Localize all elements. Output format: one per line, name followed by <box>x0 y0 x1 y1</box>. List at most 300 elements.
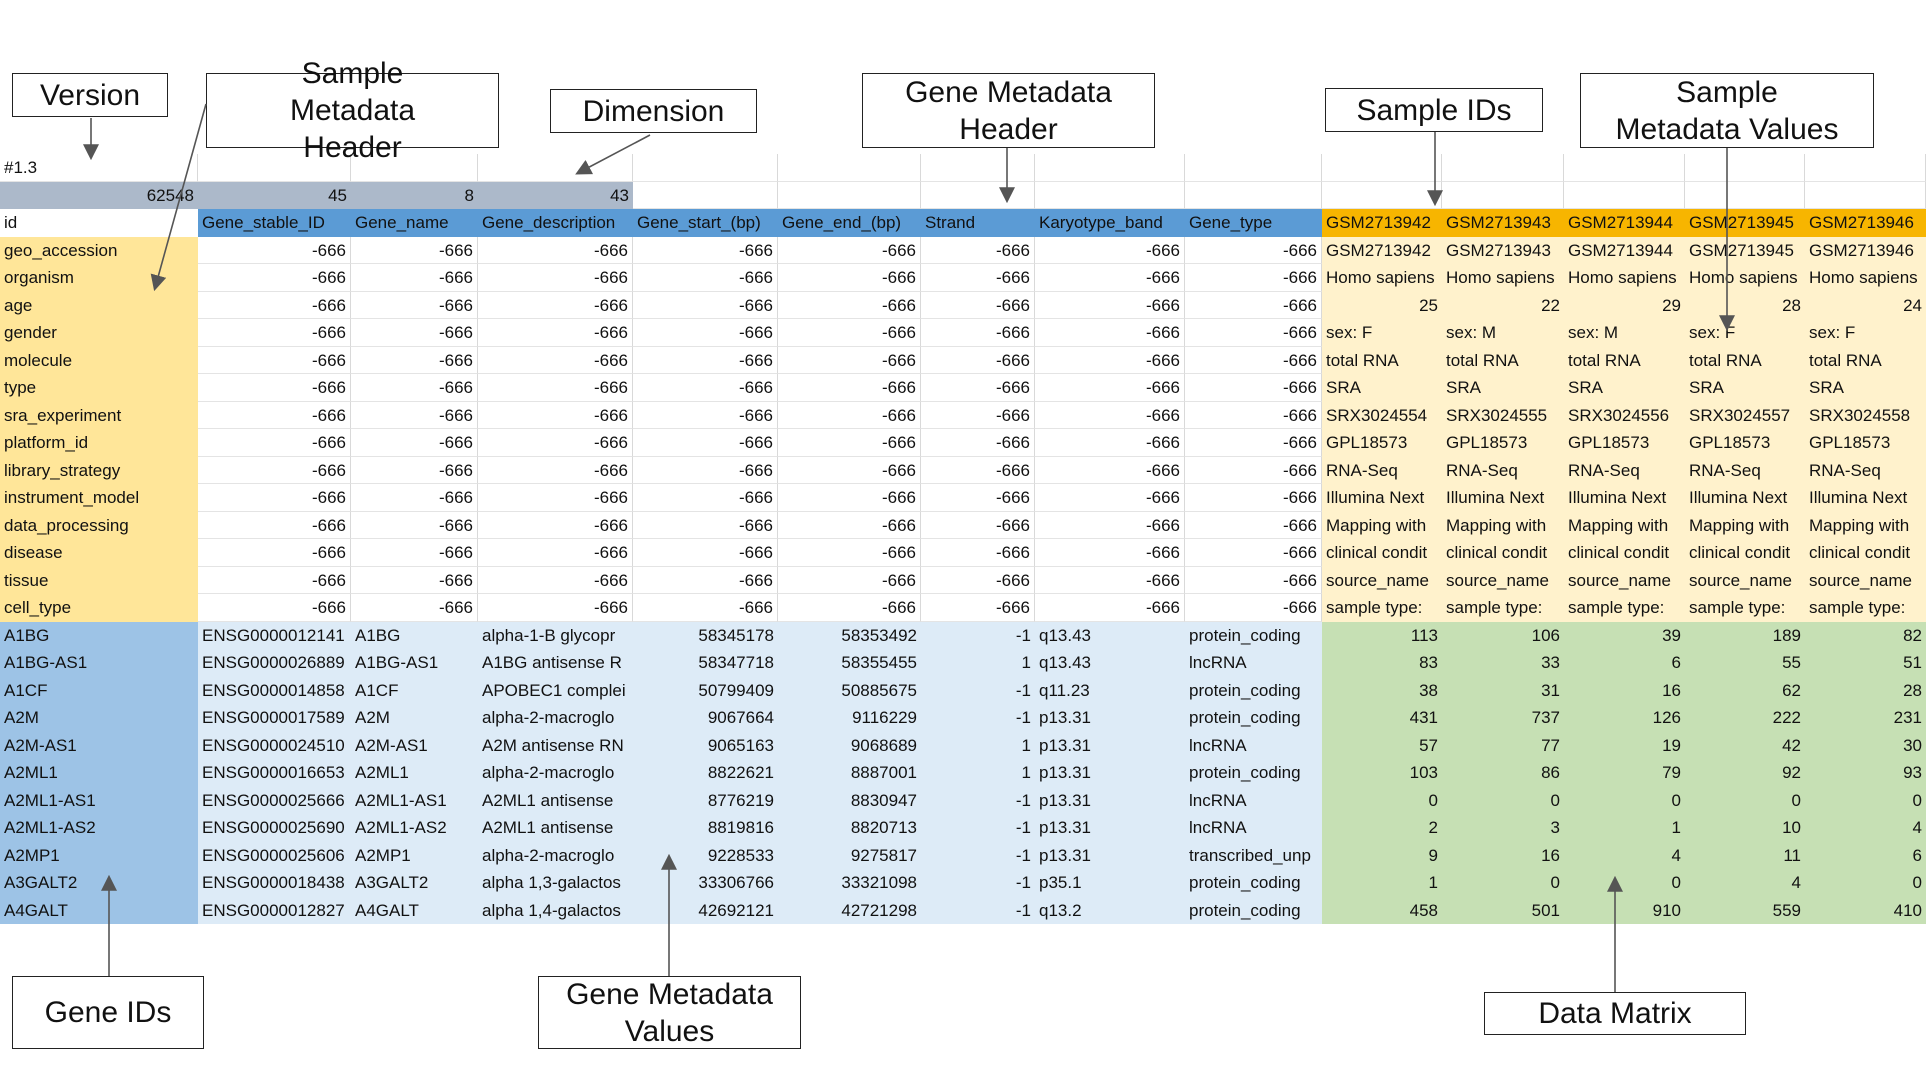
sample-id-header-cell[interactable]: GSM2713942 <box>1322 209 1442 237</box>
placeholder-value-cell[interactable]: -666 <box>778 512 921 540</box>
placeholder-value-cell[interactable]: -666 <box>778 237 921 265</box>
data-matrix-cell[interactable]: 458 <box>1322 897 1442 925</box>
sample-metadata-value[interactable]: GSM2713943 <box>1442 237 1564 265</box>
data-matrix-cell[interactable]: 106 <box>1442 622 1564 650</box>
placeholder-value-cell[interactable]: -666 <box>478 374 633 402</box>
gene-id-cell[interactable]: A2M <box>0 704 198 732</box>
version-cell[interactable]: #1.3 <box>0 154 198 182</box>
placeholder-value-cell[interactable]: -666 <box>1185 512 1322 540</box>
sample-metadata-value[interactable]: GPL18573 <box>1322 429 1442 457</box>
empty-cell[interactable] <box>633 154 778 182</box>
data-matrix-cell[interactable]: 431 <box>1322 704 1442 732</box>
sample-metadata-value[interactable]: clinical condit <box>1685 539 1805 567</box>
placeholder-value-cell[interactable]: -666 <box>478 264 633 292</box>
placeholder-value-cell[interactable]: -666 <box>633 457 778 485</box>
sample-metadata-value[interactable]: SRX3024556 <box>1564 402 1685 430</box>
sample-metadata-value[interactable]: Illumina Next <box>1442 484 1564 512</box>
gene-metadata-value[interactable]: lncRNA <box>1185 649 1322 677</box>
sample-metadata-value[interactable]: sample type: <box>1805 594 1926 622</box>
placeholder-value-cell[interactable]: -666 <box>1185 484 1322 512</box>
placeholder-value-cell[interactable]: -666 <box>1035 484 1185 512</box>
placeholder-value-cell[interactable]: -666 <box>1185 567 1322 595</box>
placeholder-value-cell[interactable]: -666 <box>633 429 778 457</box>
empty-cell[interactable] <box>778 182 921 210</box>
gene-metadata-value[interactable]: A4GALT <box>351 897 478 925</box>
gene-metadata-value[interactable]: protein_coding <box>1185 622 1322 650</box>
sample-metadata-value[interactable]: SRA <box>1442 374 1564 402</box>
sample-metadata-name[interactable]: gender <box>0 319 198 347</box>
data-matrix-cell[interactable]: 16 <box>1442 842 1564 870</box>
gene-metadata-value[interactable]: ENSG0000016653 <box>198 759 351 787</box>
data-matrix-cell[interactable]: 189 <box>1685 622 1805 650</box>
gene-metadata-value[interactable]: ENSG0000025666 <box>198 787 351 815</box>
empty-cell[interactable] <box>1564 182 1685 210</box>
empty-cell[interactable] <box>778 154 921 182</box>
placeholder-value-cell[interactable]: -666 <box>198 374 351 402</box>
gene-metadata-value[interactable]: p13.31 <box>1035 842 1185 870</box>
data-matrix-cell[interactable]: 39 <box>1564 622 1685 650</box>
gene-metadata-value[interactable]: -1 <box>921 787 1035 815</box>
sample-metadata-name[interactable]: sra_experiment <box>0 402 198 430</box>
sample-metadata-value[interactable]: GPL18573 <box>1685 429 1805 457</box>
sample-metadata-name[interactable]: type <box>0 374 198 402</box>
gene-metadata-value[interactable]: 58355455 <box>778 649 921 677</box>
gene-metadata-value[interactable]: A2M-AS1 <box>351 732 478 760</box>
placeholder-value-cell[interactable]: -666 <box>921 567 1035 595</box>
placeholder-value-cell[interactable]: -666 <box>478 457 633 485</box>
placeholder-value-cell[interactable]: -666 <box>198 402 351 430</box>
sample-metadata-value[interactable]: Illumina Next <box>1564 484 1685 512</box>
gene-metadata-value[interactable]: A2ML1 antisense <box>478 787 633 815</box>
data-matrix-cell[interactable]: 910 <box>1564 897 1685 925</box>
dimension-cell[interactable]: 8 <box>351 182 478 210</box>
placeholder-value-cell[interactable]: -666 <box>778 457 921 485</box>
sample-metadata-value[interactable]: 28 <box>1685 292 1805 320</box>
placeholder-value-cell[interactable]: -666 <box>351 347 478 375</box>
placeholder-value-cell[interactable]: -666 <box>198 594 351 622</box>
gene-id-cell[interactable]: A4GALT <box>0 897 198 925</box>
data-matrix-cell[interactable]: 19 <box>1564 732 1685 760</box>
sample-metadata-value[interactable]: SRX3024557 <box>1685 402 1805 430</box>
sample-metadata-name[interactable]: cell_type <box>0 594 198 622</box>
placeholder-value-cell[interactable]: -666 <box>1035 594 1185 622</box>
placeholder-value-cell[interactable]: -666 <box>778 484 921 512</box>
sample-metadata-value[interactable]: clinical condit <box>1805 539 1926 567</box>
sample-metadata-name[interactable]: molecule <box>0 347 198 375</box>
data-matrix-cell[interactable]: 737 <box>1442 704 1564 732</box>
placeholder-value-cell[interactable]: -666 <box>633 567 778 595</box>
gene-metadata-value[interactable]: 8776219 <box>633 787 778 815</box>
data-matrix-cell[interactable]: 4 <box>1805 814 1926 842</box>
placeholder-value-cell[interactable]: -666 <box>921 264 1035 292</box>
dimension-cell[interactable]: 45 <box>198 182 351 210</box>
placeholder-value-cell[interactable]: -666 <box>1035 567 1185 595</box>
gene-metadata-value[interactable]: 8819816 <box>633 814 778 842</box>
sample-metadata-value[interactable]: 22 <box>1442 292 1564 320</box>
gene-metadata-value[interactable]: A2M <box>351 704 478 732</box>
placeholder-value-cell[interactable]: -666 <box>1185 429 1322 457</box>
placeholder-value-cell[interactable]: -666 <box>1185 539 1322 567</box>
placeholder-value-cell[interactable]: -666 <box>633 512 778 540</box>
placeholder-value-cell[interactable]: -666 <box>351 512 478 540</box>
gene-metadata-value[interactable]: ENSG0000017589 <box>198 704 351 732</box>
gene-metadata-value[interactable]: 50885675 <box>778 677 921 705</box>
sample-metadata-value[interactable]: 24 <box>1805 292 1926 320</box>
gene-id-cell[interactable]: A1BG <box>0 622 198 650</box>
placeholder-value-cell[interactable]: -666 <box>778 539 921 567</box>
gene-metadata-header-cell[interactable]: Karyotype_band <box>1035 209 1185 237</box>
gene-metadata-value[interactable]: alpha 1,3-galactos <box>478 869 633 897</box>
sample-metadata-value[interactable]: RNA-Seq <box>1805 457 1926 485</box>
data-matrix-cell[interactable]: 3 <box>1442 814 1564 842</box>
gene-metadata-value[interactable]: 1 <box>921 759 1035 787</box>
gene-metadata-value[interactable]: q13.2 <box>1035 897 1185 925</box>
placeholder-value-cell[interactable]: -666 <box>351 457 478 485</box>
placeholder-value-cell[interactable]: -666 <box>1035 402 1185 430</box>
placeholder-value-cell[interactable]: -666 <box>478 484 633 512</box>
gene-metadata-value[interactable]: 9065163 <box>633 732 778 760</box>
placeholder-value-cell[interactable]: -666 <box>198 237 351 265</box>
gene-metadata-value[interactable]: 42692121 <box>633 897 778 925</box>
placeholder-value-cell[interactable]: -666 <box>478 594 633 622</box>
placeholder-value-cell[interactable]: -666 <box>633 347 778 375</box>
data-matrix-cell[interactable]: 93 <box>1805 759 1926 787</box>
sample-metadata-value[interactable]: sex: F <box>1685 319 1805 347</box>
empty-cell[interactable] <box>921 182 1035 210</box>
gene-metadata-value[interactable]: 9275817 <box>778 842 921 870</box>
sample-metadata-name[interactable]: age <box>0 292 198 320</box>
sample-metadata-value[interactable]: Homo sapiens <box>1805 264 1926 292</box>
data-matrix-cell[interactable]: 6 <box>1805 842 1926 870</box>
placeholder-value-cell[interactable]: -666 <box>633 594 778 622</box>
data-matrix-cell[interactable]: 559 <box>1685 897 1805 925</box>
data-matrix-cell[interactable]: 28 <box>1805 677 1926 705</box>
sample-metadata-value[interactable]: Mapping with <box>1442 512 1564 540</box>
data-matrix-cell[interactable]: 4 <box>1564 842 1685 870</box>
gene-metadata-value[interactable]: protein_coding <box>1185 759 1322 787</box>
sample-metadata-value[interactable]: source_name <box>1442 567 1564 595</box>
gene-metadata-value[interactable]: alpha 1,4-galactos <box>478 897 633 925</box>
placeholder-value-cell[interactable]: -666 <box>478 429 633 457</box>
data-matrix-cell[interactable]: 62 <box>1685 677 1805 705</box>
data-matrix-cell[interactable]: 55 <box>1685 649 1805 677</box>
placeholder-value-cell[interactable]: -666 <box>1185 237 1322 265</box>
placeholder-value-cell[interactable]: -666 <box>778 429 921 457</box>
gene-metadata-header-cell[interactable]: Gene_name <box>351 209 478 237</box>
placeholder-value-cell[interactable]: -666 <box>351 402 478 430</box>
sample-metadata-value[interactable]: Mapping with <box>1564 512 1685 540</box>
sample-id-header-cell[interactable]: GSM2713946 <box>1805 209 1926 237</box>
sample-metadata-value[interactable]: RNA-Seq <box>1442 457 1564 485</box>
empty-cell[interactable] <box>1322 154 1442 182</box>
sample-metadata-value[interactable]: sample type: <box>1685 594 1805 622</box>
data-matrix-cell[interactable]: 42 <box>1685 732 1805 760</box>
placeholder-value-cell[interactable]: -666 <box>478 402 633 430</box>
data-matrix-cell[interactable]: 10 <box>1685 814 1805 842</box>
sample-metadata-value[interactable]: total RNA <box>1442 347 1564 375</box>
data-matrix-cell[interactable]: 501 <box>1442 897 1564 925</box>
sample-metadata-name[interactable]: data_processing <box>0 512 198 540</box>
data-matrix-cell[interactable]: 0 <box>1805 787 1926 815</box>
gene-metadata-value[interactable]: q13.43 <box>1035 622 1185 650</box>
sample-metadata-value[interactable]: clinical condit <box>1564 539 1685 567</box>
empty-cell[interactable] <box>1685 182 1805 210</box>
placeholder-value-cell[interactable]: -666 <box>778 347 921 375</box>
sample-metadata-value[interactable]: source_name <box>1564 567 1685 595</box>
gene-id-cell[interactable]: A1BG-AS1 <box>0 649 198 677</box>
sample-metadata-value[interactable]: GSM2713946 <box>1805 237 1926 265</box>
gene-id-cell[interactable]: A1CF <box>0 677 198 705</box>
gene-metadata-value[interactable]: A2ML1-AS2 <box>351 814 478 842</box>
sample-metadata-name[interactable]: library_strategy <box>0 457 198 485</box>
sample-metadata-value[interactable]: Homo sapiens <box>1564 264 1685 292</box>
placeholder-value-cell[interactable]: -666 <box>351 594 478 622</box>
gene-metadata-value[interactable]: 50799409 <box>633 677 778 705</box>
placeholder-value-cell[interactable]: -666 <box>351 539 478 567</box>
gene-id-cell[interactable]: A2ML1-AS2 <box>0 814 198 842</box>
placeholder-value-cell[interactable]: -666 <box>921 402 1035 430</box>
gene-metadata-value[interactable]: -1 <box>921 622 1035 650</box>
empty-cell[interactable] <box>1322 182 1442 210</box>
gene-metadata-value[interactable]: ENSG0000018438 <box>198 869 351 897</box>
gene-metadata-value[interactable]: ENSG0000014858 <box>198 677 351 705</box>
data-matrix-cell[interactable]: 16 <box>1564 677 1685 705</box>
data-matrix-cell[interactable]: 4 <box>1685 869 1805 897</box>
data-matrix-cell[interactable]: 126 <box>1564 704 1685 732</box>
gene-metadata-header-cell[interactable]: Strand <box>921 209 1035 237</box>
gene-metadata-value[interactable]: alpha-1-B glycopr <box>478 622 633 650</box>
sample-metadata-value[interactable]: GPL18573 <box>1442 429 1564 457</box>
gene-metadata-value[interactable]: ENSG0000025606 <box>198 842 351 870</box>
placeholder-value-cell[interactable]: -666 <box>478 347 633 375</box>
placeholder-value-cell[interactable]: -666 <box>351 292 478 320</box>
placeholder-value-cell[interactable]: -666 <box>1185 264 1322 292</box>
data-matrix-cell[interactable]: 1 <box>1322 869 1442 897</box>
sample-metadata-value[interactable]: SRX3024555 <box>1442 402 1564 430</box>
empty-cell[interactable] <box>1185 154 1322 182</box>
gene-metadata-value[interactable]: protein_coding <box>1185 677 1322 705</box>
gene-metadata-value[interactable]: A1CF <box>351 677 478 705</box>
data-matrix-cell[interactable]: 11 <box>1685 842 1805 870</box>
sample-metadata-value[interactable]: clinical condit <box>1322 539 1442 567</box>
gene-metadata-header-cell[interactable]: Gene_description <box>478 209 633 237</box>
sample-metadata-value[interactable]: total RNA <box>1685 347 1805 375</box>
placeholder-value-cell[interactable]: -666 <box>198 484 351 512</box>
gene-metadata-value[interactable]: 58353492 <box>778 622 921 650</box>
gene-metadata-value[interactable]: A2ML1 <box>351 759 478 787</box>
gene-metadata-value[interactable]: alpha-2-macroglo <box>478 759 633 787</box>
empty-cell[interactable] <box>1805 182 1926 210</box>
sample-id-header-cell[interactable]: GSM2713945 <box>1685 209 1805 237</box>
data-matrix-cell[interactable]: 113 <box>1322 622 1442 650</box>
placeholder-value-cell[interactable]: -666 <box>633 237 778 265</box>
placeholder-value-cell[interactable]: -666 <box>351 484 478 512</box>
empty-cell[interactable] <box>1185 182 1322 210</box>
sample-metadata-value[interactable]: Illumina Next <box>1805 484 1926 512</box>
placeholder-value-cell[interactable]: -666 <box>1035 237 1185 265</box>
placeholder-value-cell[interactable]: -666 <box>351 264 478 292</box>
gene-metadata-value[interactable]: protein_coding <box>1185 869 1322 897</box>
sample-metadata-value[interactable]: SRA <box>1322 374 1442 402</box>
placeholder-value-cell[interactable]: -666 <box>198 264 351 292</box>
gene-metadata-value[interactable]: 58347718 <box>633 649 778 677</box>
sample-metadata-value[interactable]: total RNA <box>1805 347 1926 375</box>
data-matrix-cell[interactable]: 410 <box>1805 897 1926 925</box>
empty-cell[interactable] <box>1685 154 1805 182</box>
sample-metadata-value[interactable]: total RNA <box>1322 347 1442 375</box>
placeholder-value-cell[interactable]: -666 <box>351 319 478 347</box>
gene-metadata-value[interactable]: -1 <box>921 842 1035 870</box>
gene-metadata-value[interactable]: q13.43 <box>1035 649 1185 677</box>
data-matrix-cell[interactable]: 231 <box>1805 704 1926 732</box>
gene-metadata-value[interactable]: -1 <box>921 814 1035 842</box>
placeholder-value-cell[interactable]: -666 <box>633 484 778 512</box>
gene-metadata-value[interactable]: APOBEC1 complei <box>478 677 633 705</box>
placeholder-value-cell[interactable]: -666 <box>778 594 921 622</box>
gene-metadata-value[interactable]: 1 <box>921 732 1035 760</box>
gene-metadata-value[interactable]: 9228533 <box>633 842 778 870</box>
placeholder-value-cell[interactable]: -666 <box>198 512 351 540</box>
placeholder-value-cell[interactable]: -666 <box>633 402 778 430</box>
placeholder-value-cell[interactable]: -666 <box>1035 319 1185 347</box>
data-matrix-cell[interactable]: 0 <box>1322 787 1442 815</box>
placeholder-value-cell[interactable]: -666 <box>198 539 351 567</box>
empty-cell[interactable] <box>921 154 1035 182</box>
placeholder-value-cell[interactable]: -666 <box>633 539 778 567</box>
gene-metadata-value[interactable]: alpha-2-macroglo <box>478 704 633 732</box>
gene-metadata-value[interactable]: -1 <box>921 897 1035 925</box>
gene-metadata-value[interactable]: 9068689 <box>778 732 921 760</box>
id-header-cell[interactable]: id <box>0 209 198 237</box>
placeholder-value-cell[interactable]: -666 <box>778 374 921 402</box>
dimension-cell[interactable]: 62548 <box>0 182 198 210</box>
sample-metadata-value[interactable]: source_name <box>1805 567 1926 595</box>
gene-metadata-value[interactable]: lncRNA <box>1185 732 1322 760</box>
data-matrix-cell[interactable]: 2 <box>1322 814 1442 842</box>
placeholder-value-cell[interactable]: -666 <box>478 512 633 540</box>
placeholder-value-cell[interactable]: -666 <box>1035 264 1185 292</box>
sample-metadata-name[interactable]: instrument_model <box>0 484 198 512</box>
placeholder-value-cell[interactable]: -666 <box>198 457 351 485</box>
placeholder-value-cell[interactable]: -666 <box>1035 512 1185 540</box>
placeholder-value-cell[interactable]: -666 <box>921 594 1035 622</box>
data-matrix-cell[interactable]: 92 <box>1685 759 1805 787</box>
gene-metadata-value[interactable]: A2MP1 <box>351 842 478 870</box>
placeholder-value-cell[interactable]: -666 <box>1035 457 1185 485</box>
gene-metadata-value[interactable]: A2M antisense RN <box>478 732 633 760</box>
empty-cell[interactable] <box>1442 182 1564 210</box>
gene-metadata-value[interactable]: A3GALT2 <box>351 869 478 897</box>
placeholder-value-cell[interactable]: -666 <box>778 402 921 430</box>
placeholder-value-cell[interactable]: -666 <box>633 292 778 320</box>
sample-metadata-value[interactable]: Mapping with <box>1805 512 1926 540</box>
placeholder-value-cell[interactable]: -666 <box>633 374 778 402</box>
placeholder-value-cell[interactable]: -666 <box>633 264 778 292</box>
data-matrix-cell[interactable]: 0 <box>1564 787 1685 815</box>
sample-metadata-value[interactable]: GPL18573 <box>1805 429 1926 457</box>
placeholder-value-cell[interactable]: -666 <box>1035 347 1185 375</box>
sample-metadata-value[interactable]: SRX3024558 <box>1805 402 1926 430</box>
sample-metadata-value[interactable]: RNA-Seq <box>1685 457 1805 485</box>
placeholder-value-cell[interactable]: -666 <box>1185 347 1322 375</box>
gene-metadata-value[interactable]: 9067664 <box>633 704 778 732</box>
gene-id-cell[interactable]: A2ML1-AS1 <box>0 787 198 815</box>
data-matrix-cell[interactable]: 9 <box>1322 842 1442 870</box>
sample-metadata-value[interactable]: Mapping with <box>1685 512 1805 540</box>
placeholder-value-cell[interactable]: -666 <box>1185 402 1322 430</box>
sample-metadata-value[interactable]: sample type: <box>1564 594 1685 622</box>
sample-metadata-value[interactable]: 25 <box>1322 292 1442 320</box>
gene-id-cell[interactable]: A3GALT2 <box>0 869 198 897</box>
data-matrix-cell[interactable]: 79 <box>1564 759 1685 787</box>
gene-metadata-header-cell[interactable]: Gene_stable_ID <box>198 209 351 237</box>
sample-metadata-value[interactable]: SRX3024554 <box>1322 402 1442 430</box>
sample-metadata-value[interactable]: sex: M <box>1564 319 1685 347</box>
placeholder-value-cell[interactable]: -666 <box>778 567 921 595</box>
sample-metadata-value[interactable]: GSM2713945 <box>1685 237 1805 265</box>
placeholder-value-cell[interactable]: -666 <box>778 264 921 292</box>
gene-metadata-value[interactable]: 8822621 <box>633 759 778 787</box>
sample-metadata-name[interactable]: disease <box>0 539 198 567</box>
placeholder-value-cell[interactable]: -666 <box>478 319 633 347</box>
sample-metadata-name[interactable]: tissue <box>0 567 198 595</box>
sample-metadata-value[interactable]: clinical condit <box>1442 539 1564 567</box>
gene-metadata-value[interactable]: A2ML1 antisense <box>478 814 633 842</box>
placeholder-value-cell[interactable]: -666 <box>1185 292 1322 320</box>
sample-metadata-value[interactable]: GSM2713942 <box>1322 237 1442 265</box>
placeholder-value-cell[interactable]: -666 <box>1035 374 1185 402</box>
gene-metadata-value[interactable]: protein_coding <box>1185 897 1322 925</box>
gene-metadata-value[interactable]: p13.31 <box>1035 814 1185 842</box>
placeholder-value-cell[interactable]: -666 <box>921 429 1035 457</box>
gene-metadata-value[interactable]: lncRNA <box>1185 787 1322 815</box>
placeholder-value-cell[interactable]: -666 <box>921 539 1035 567</box>
placeholder-value-cell[interactable]: -666 <box>1035 429 1185 457</box>
placeholder-value-cell[interactable]: -666 <box>1035 539 1185 567</box>
gene-metadata-value[interactable]: -1 <box>921 704 1035 732</box>
data-matrix-cell[interactable]: 33 <box>1442 649 1564 677</box>
sample-metadata-value[interactable]: sample type: <box>1322 594 1442 622</box>
empty-cell[interactable] <box>633 182 778 210</box>
gene-id-cell[interactable]: A2M-AS1 <box>0 732 198 760</box>
gene-metadata-value[interactable]: q11.23 <box>1035 677 1185 705</box>
placeholder-value-cell[interactable]: -666 <box>778 292 921 320</box>
empty-cell[interactable] <box>1564 154 1685 182</box>
data-matrix-cell[interactable]: 222 <box>1685 704 1805 732</box>
gene-metadata-value[interactable]: 33321098 <box>778 869 921 897</box>
data-matrix-cell[interactable]: 31 <box>1442 677 1564 705</box>
gene-metadata-value[interactable]: 8820713 <box>778 814 921 842</box>
sample-metadata-value[interactable]: Illumina Next <box>1322 484 1442 512</box>
placeholder-value-cell[interactable]: -666 <box>478 539 633 567</box>
placeholder-value-cell[interactable]: -666 <box>1185 374 1322 402</box>
sample-metadata-value[interactable]: GSM2713944 <box>1564 237 1685 265</box>
data-matrix-cell[interactable]: 77 <box>1442 732 1564 760</box>
gene-metadata-value[interactable]: 9116229 <box>778 704 921 732</box>
gene-metadata-header-cell[interactable]: Gene_type <box>1185 209 1322 237</box>
placeholder-value-cell[interactable]: -666 <box>921 484 1035 512</box>
sample-metadata-value[interactable]: Homo sapiens <box>1322 264 1442 292</box>
gene-metadata-value[interactable]: p13.31 <box>1035 759 1185 787</box>
data-matrix-cell[interactable]: 38 <box>1322 677 1442 705</box>
gene-metadata-value[interactable]: lncRNA <box>1185 814 1322 842</box>
placeholder-value-cell[interactable]: -666 <box>921 292 1035 320</box>
gene-metadata-value[interactable]: protein_coding <box>1185 704 1322 732</box>
gene-metadata-value[interactable]: 58345178 <box>633 622 778 650</box>
sample-metadata-name[interactable]: geo_accession <box>0 237 198 265</box>
sample-metadata-value[interactable]: RNA-Seq <box>1322 457 1442 485</box>
gene-metadata-value[interactable]: p35.1 <box>1035 869 1185 897</box>
